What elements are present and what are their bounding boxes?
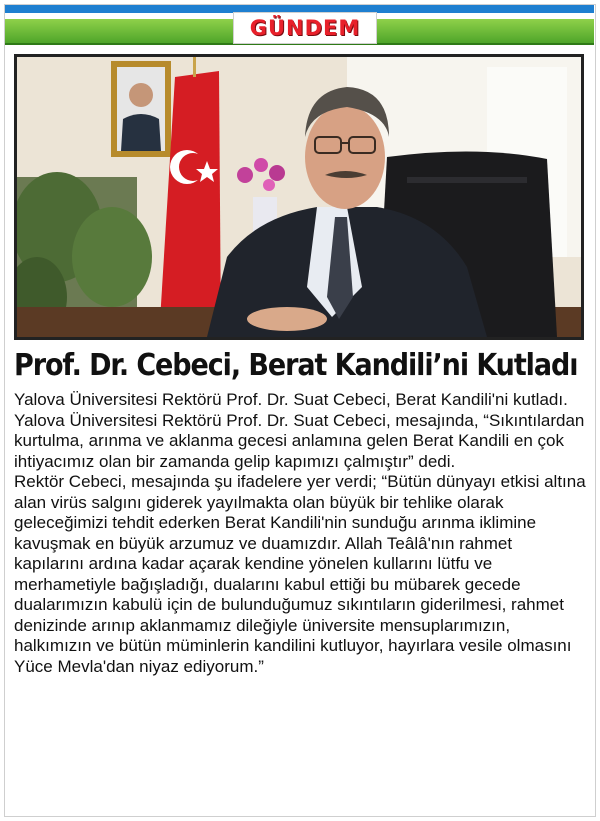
article-paragraph: Yalova Üniversitesi Rektörü Prof. Dr. Suat Cebeci, Berat Kandili'ni kutladı. bbox=[14, 390, 568, 409]
article-headline: Prof. Dr. Cebeci, Berat Kandili’ni Kutladı bbox=[14, 348, 578, 383]
article-photo bbox=[14, 54, 584, 340]
article-paragraph: Yalova Üniversitesi Rektörü Prof. Dr. Suat Cebeci, mesajında, “Sıkıntılardan kurtulma, arınma ve aklanma gecesi anlamına gelen Berat Kandili en çok ihtiyacımız olan bir zamanda gelip kapımızı çalmıştır” dedi. bbox=[14, 410, 585, 471]
article-body bbox=[14, 390, 586, 677]
article-paragraph: Rektör Cebeci, mesajında şu ifadelere yer verdi; “Bütün dünyayı etkisi altına alan virüs salgını giderek yayılmakta olan büyük bir tehlike olarak geleceğimizi tehdit ederken Berat Kandili'nin sunduğu arınma iklimine kavuşmak en büyük arzumuz ve duamızdır. Allah Teâlâ'nın rahmet kapılarını ardına kadar açarak kendine yönelen kullarını lütfu ve merhametiyle bağışladığı, dualarını kabul ettiği bu mübarek gecede dualarımızın kabulü için de bulunduğumuz sıkıntıların giderilmesi, rahmet denizinde arınıp aklanmamız dileğiyle üniversite mensuplarımızın, halkımızın ve bütün müminlerin kandilini kutluyor, hayırlara vesile olmasını Yüce Mevla'dan niyaz ediyorum.” bbox=[14, 472, 586, 676]
section-title-box bbox=[233, 12, 377, 44]
section-title: GÜNDEM bbox=[249, 16, 361, 40]
section-header bbox=[5, 5, 594, 45]
